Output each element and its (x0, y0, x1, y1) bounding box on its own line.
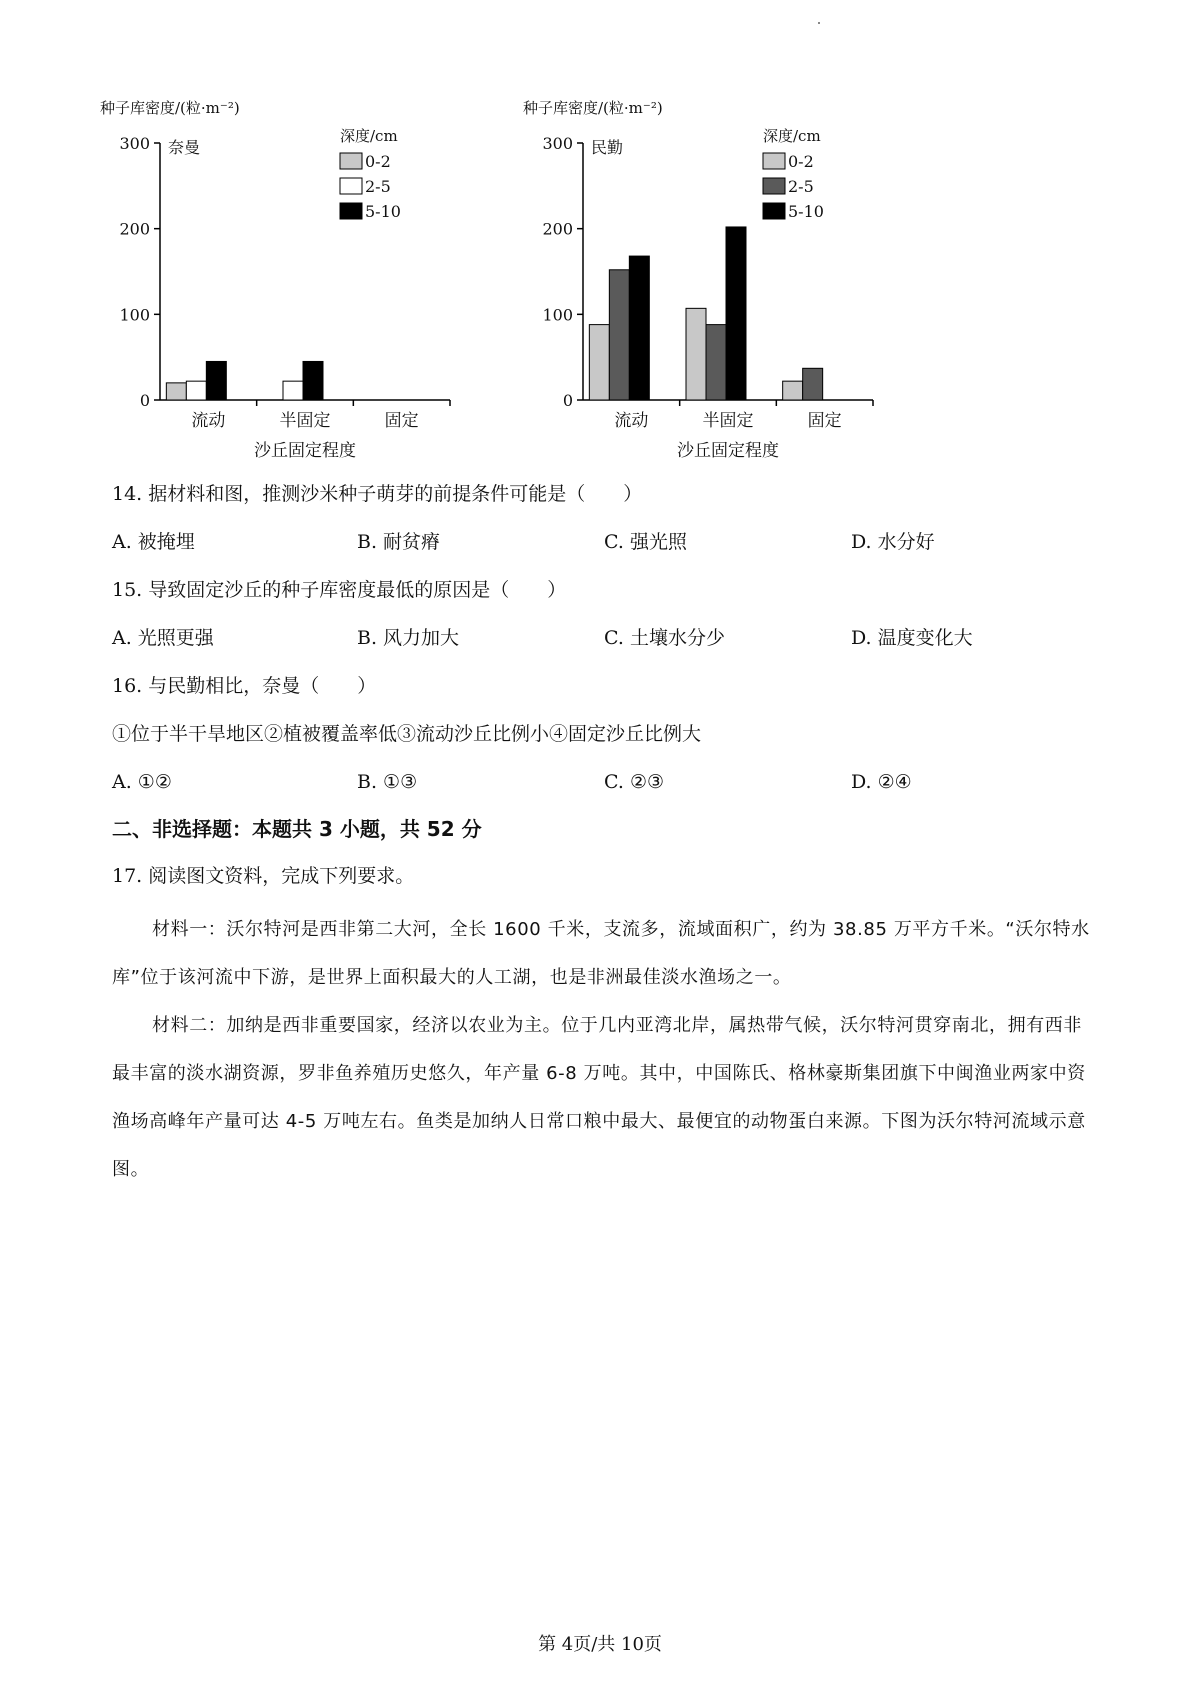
chart0-ytick-label-1: 100 (119, 305, 150, 325)
chart1-bar-固定-0-2 (783, 381, 803, 400)
question-15-option-d[interactable]: D. 温度变化大 (851, 627, 973, 649)
question-14-option-b[interactable]: B. 耐贫瘠 (357, 531, 441, 553)
question-16-option-b[interactable]: B. ①③ (357, 771, 418, 793)
chart-minqin (523, 95, 883, 479)
question-15-option-b[interactable]: B. 风力加大 (357, 627, 460, 649)
scan-dot (818, 22, 820, 24)
chart1-legend-title: 深度/cm (763, 127, 821, 145)
chart-naiman-svg (100, 95, 460, 475)
chart0-legend-swatch-0-2 (340, 153, 362, 169)
chart1-ytick-label-0: 0 (562, 391, 573, 410)
chart0-legend-title: 深度/cm (340, 127, 398, 145)
chart0-category-label-1: 半固定 (279, 411, 331, 431)
question-16-option-a[interactable]: A. ①② (112, 771, 172, 793)
chart0-bar-半固定-2-5 (283, 381, 303, 400)
chart1-bar-流动-5-10 (629, 256, 649, 400)
chart1-ytick-label-1: 100 (542, 305, 573, 325)
chart0-ylabel: 种子库密度/(粒·m⁻²) (100, 99, 240, 117)
chart1-ylabel: 种子库密度/(粒·m⁻²) (523, 99, 663, 117)
chart1-legend-label-2-5: 2-5 (788, 177, 814, 196)
chart0-ytick-label-0: 0 (139, 391, 150, 410)
chart0-xlabel: 沙丘固定程度 (254, 441, 356, 461)
chart1-legend-swatch-5-10 (763, 203, 785, 219)
question-14-stem: 14. 据材料和图，推测沙米种子萌芽的前提条件可能是（ ） (112, 483, 643, 505)
question-16-statement: ①位于半干旱地区②植被覆盖率低③流动沙丘比例小④固定沙丘比例大 (112, 723, 702, 745)
question-14-option-c[interactable]: C. 强光照 (604, 531, 687, 553)
chart1-category-label-2: 固定 (807, 411, 842, 431)
question-14-option-a[interactable]: A. 被掩埋 (112, 531, 195, 553)
chart0-title: 奈曼 (168, 138, 201, 157)
question-16-stem: 16. 与民勤相比，奈曼（ ） (112, 675, 377, 697)
chart0-legend-label-2-5: 2-5 (365, 177, 391, 196)
chart1-ytick-label-3: 300 (542, 134, 573, 153)
question-17-stem: 17. 阅读图文资料，完成下列要求。 (112, 865, 415, 887)
chart0-bar-半固定-5-10 (303, 361, 323, 400)
chart1-bar-流动-0-2 (589, 325, 609, 400)
chart1-category-label-1: 半固定 (702, 411, 754, 431)
chart0-ytick-label-3: 300 (119, 134, 150, 153)
material-1 (112, 906, 1098, 1002)
chart1-xlabel: 沙丘固定程度 (677, 441, 779, 461)
chart0-ytick-label-2: 200 (119, 219, 150, 239)
chart0-category-label-0: 流动 (191, 411, 226, 431)
chart0-bar-流动-5-10 (206, 361, 226, 400)
chart1-bar-固定-2-5 (803, 368, 823, 400)
material-2 (112, 1002, 1098, 1194)
chart1-title: 民勤 (591, 138, 624, 157)
chart-minqin-svg (523, 95, 883, 475)
chart0-category-label-2: 固定 (384, 411, 419, 431)
material-1-text: 材料一：沃尔特河是西非第二大河，全长 1600 千米，支流多，流域面积广，约为 38.85 万平方千米。“沃尔特水库”位于该河流中下游，是世界上面积最大的人工湖，也是非洲最佳淡水渔场之一。 (112, 919, 1090, 988)
question-16-option-d[interactable]: D. ②④ (851, 771, 912, 793)
chart1-legend-label-5-10: 5-10 (788, 202, 824, 221)
chart1-bar-半固定-2-5 (706, 325, 726, 400)
material-2-text: 材料二：加纳是西非重要国家，经济以农业为主。位于几内亚湾北岸，属热带气候，沃尔特河贯穿南北，拥有西非最丰富的淡水湖资源，罗非鱼养殖历史悠久，年产量 6-8 万吨。其中，中国陈氏、格林豪斯集团旗下中闽渔业两家中资渔场高峰年产量可达 4-5 万吨左右。鱼类是加纳人日常口粮中最大、最便宜的动物蛋白来源。下图为沃尔特河流域示意图。 (112, 1015, 1086, 1180)
question-15-option-c[interactable]: C. 土壤水分少 (604, 627, 725, 649)
page-footer: 第 4页/共 10页 (538, 1634, 662, 1655)
section-title: 二、非选择题：本题共 3 小题，共 52 分 (112, 817, 482, 841)
chart0-bar-流动-2-5 (186, 381, 206, 400)
question-14-option-d[interactable]: D. 水分好 (851, 531, 935, 553)
question-15-option-a[interactable]: A. 光照更强 (112, 627, 214, 649)
question-15-stem: 15. 导致固定沙丘的种子库密度最低的原因是（ ） (112, 579, 567, 601)
chart1-legend-swatch-0-2 (763, 153, 785, 169)
chart1-legend-label-0-2: 0-2 (788, 152, 814, 171)
chart0-legend-label-0-2: 0-2 (365, 152, 391, 171)
chart-naiman (100, 95, 460, 479)
question-16-option-c[interactable]: C. ②③ (604, 771, 665, 793)
chart1-bar-流动-2-5 (609, 270, 629, 400)
chart1-category-label-0: 流动 (614, 411, 649, 431)
chart1-ytick-label-2: 200 (542, 219, 573, 239)
chart0-bar-流动-0-2 (166, 383, 186, 400)
chart0-legend-swatch-5-10 (340, 203, 362, 219)
chart1-bar-半固定-5-10 (726, 227, 746, 400)
chart0-legend-swatch-2-5 (340, 178, 362, 194)
chart0-legend-label-5-10: 5-10 (365, 202, 401, 221)
chart1-legend-swatch-2-5 (763, 178, 785, 194)
chart1-bar-半固定-0-2 (686, 308, 706, 400)
